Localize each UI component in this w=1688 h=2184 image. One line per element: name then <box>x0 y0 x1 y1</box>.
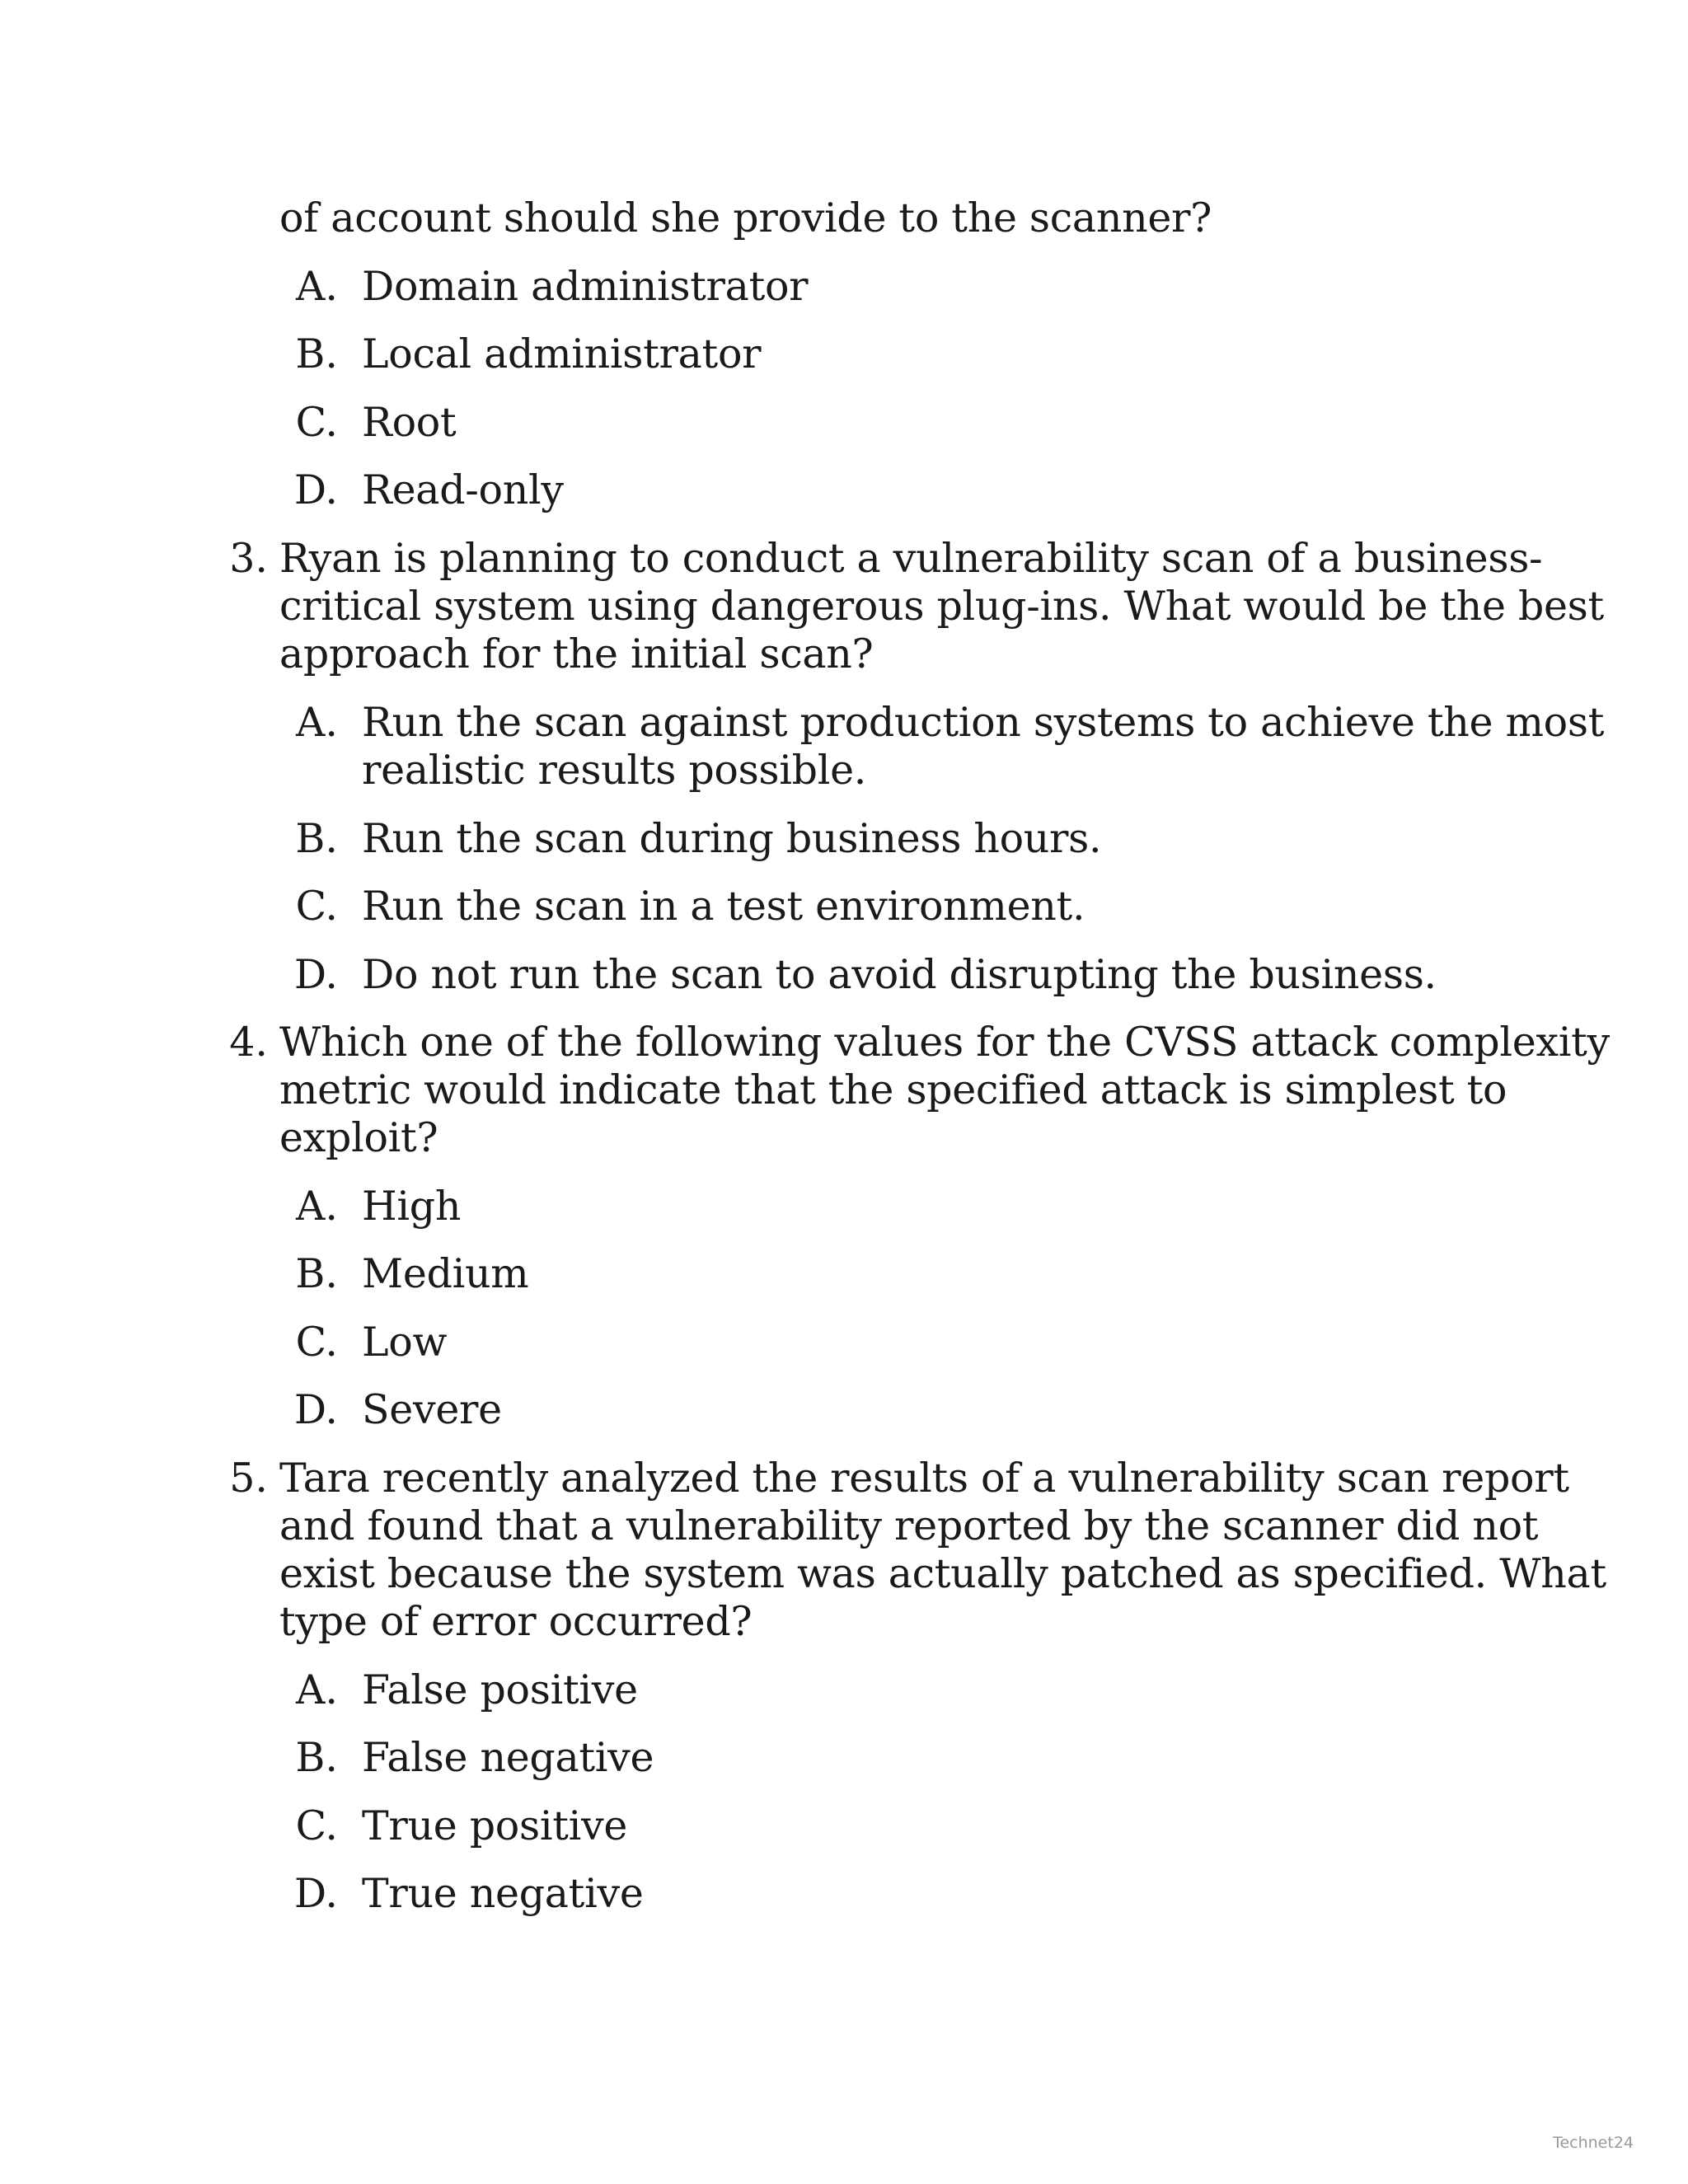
question-5-number: 5. <box>229 1455 268 1502</box>
question-4-stem-line-2: metric would indicate that the specified attack is simplest to <box>279 1066 1507 1113</box>
question-5-stem-line-4: type of error occurred? <box>279 1598 753 1645</box>
q3-option-d-text: Do not run the scan to avoid disrupting the business. <box>362 951 1437 998</box>
q3-option-a-text-line-1: Run the scan against production systems to achieve the most <box>362 699 1605 746</box>
question-4-stem-line-1: Which one of the following values for the CVSS attack complexity <box>279 1019 1610 1066</box>
q4-option-a-letter: A. <box>296 1183 338 1230</box>
q2-option-d-letter: D. <box>293 466 338 513</box>
question-3-number: 3. <box>229 535 268 582</box>
q5-option-c-text: True positive <box>362 1802 628 1849</box>
q2-option-c-letter: C. <box>295 399 338 446</box>
q3-option-c-text: Run the scan in a test environment. <box>362 883 1085 930</box>
q3-option-b-letter: B. <box>295 815 338 862</box>
q2-option-b-letter: B. <box>295 330 338 377</box>
q5-option-a-text: False positive <box>362 1666 638 1713</box>
question-4-stem-line-3: exploit? <box>279 1114 438 1161</box>
q2-option-d-text: Read-only <box>362 466 564 513</box>
question-5-stem-line-1: Tara recently analyzed the results of a vulnerability scan report <box>279 1455 1569 1502</box>
q2-option-a-letter: A. <box>296 263 338 310</box>
question-5-stem-line-2: and found that a vulnerability reported by the scanner did not <box>279 1502 1539 1549</box>
q4-option-d-text: Severe <box>362 1386 502 1433</box>
q4-option-c-letter: C. <box>295 1319 338 1366</box>
question-4-number: 4. <box>229 1019 268 1066</box>
q3-option-d-letter: D. <box>293 951 338 998</box>
q4-option-b-text: Medium <box>362 1250 529 1297</box>
q2-option-c-text: Root <box>362 399 457 446</box>
q5-option-b-letter: B. <box>295 1734 338 1781</box>
question-3-stem-line-2: critical system using dangerous plug-ins. What would be the best <box>279 583 1604 630</box>
question-2-stem-continuation: of account should she provide to the scanner? <box>279 194 1212 241</box>
q4-option-d-letter: D. <box>293 1386 338 1433</box>
q5-option-d-letter: D. <box>293 1870 338 1917</box>
question-3-stem-line-3: approach for the initial scan? <box>279 630 874 677</box>
q3-option-a-text-line-2: realistic results possible. <box>362 747 867 794</box>
q5-option-a-letter: A. <box>296 1666 338 1713</box>
q3-option-b-text: Run the scan during business hours. <box>362 815 1102 862</box>
q5-option-b-text: False negative <box>362 1734 654 1781</box>
q4-option-b-letter: B. <box>295 1250 338 1297</box>
q3-option-a-letter: A. <box>296 699 338 746</box>
q4-option-c-text: Low <box>362 1319 448 1366</box>
q2-option-a-text: Domain administrator <box>362 263 809 310</box>
q4-option-a-text: High <box>362 1183 462 1230</box>
footer-watermark: Technet24 <box>1553 2134 1634 2152</box>
q5-option-d-text: True negative <box>362 1870 644 1917</box>
question-5-stem-line-3: exist because the system was actually patched as specified. What <box>279 1550 1606 1597</box>
q2-option-b-text: Local administrator <box>362 330 762 377</box>
question-3-stem-line-1: Ryan is planning to conduct a vulnerability scan of a business- <box>279 535 1543 582</box>
q5-option-c-letter: C. <box>295 1802 338 1849</box>
q3-option-c-letter: C. <box>295 883 338 930</box>
